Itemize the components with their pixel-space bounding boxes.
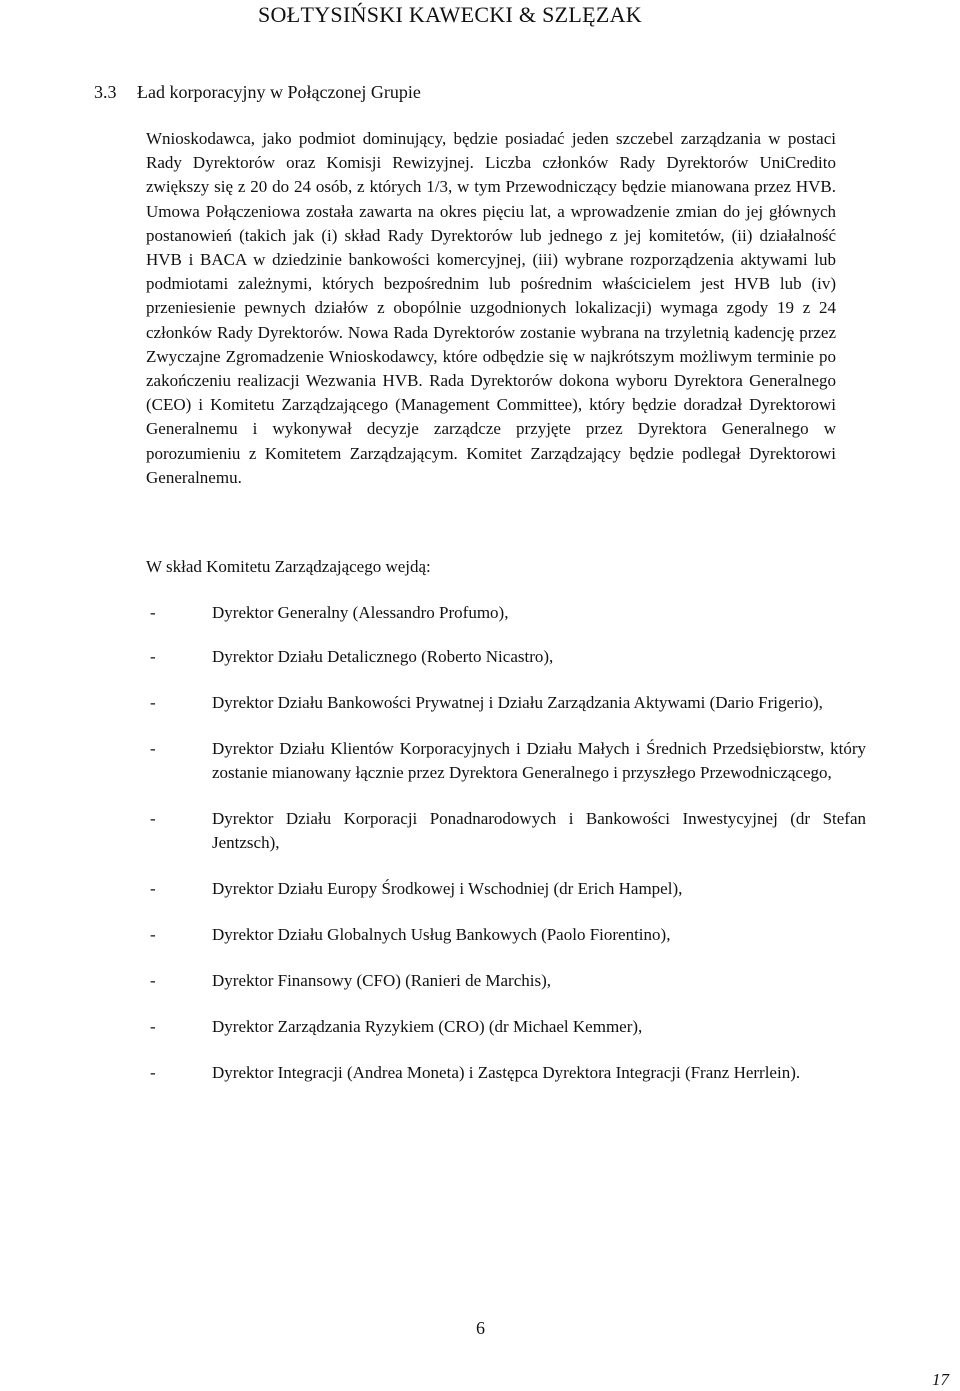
list-item bbox=[146, 1061, 866, 1085]
page-number: 6 bbox=[476, 1318, 485, 1338]
list-dash: - bbox=[150, 1063, 156, 1082]
corner-page-number: 17 bbox=[932, 1370, 949, 1389]
member-text: Dyrektor Działu Globalnych Usług Bankowych (Paolo Fiorentino), bbox=[212, 925, 671, 944]
member-text: Dyrektor Integracji (Andrea Moneta) i Zastępca Dyrektora Integracji (Franz Herrlein). bbox=[212, 1063, 801, 1082]
list-item bbox=[146, 807, 866, 855]
list-dash: - bbox=[150, 925, 156, 944]
section-heading bbox=[94, 82, 421, 103]
list-item bbox=[146, 691, 866, 715]
section-number: 3.3 bbox=[94, 82, 117, 102]
member-text: Dyrektor Zarządzania Ryzykiem (CRO) (dr Michael Kemmer), bbox=[212, 1017, 643, 1036]
list-dash: - bbox=[150, 739, 156, 758]
list-dash: - bbox=[150, 647, 156, 666]
member-text: Dyrektor Działu Bankowości Prywatnej i Działu Zarządzania Aktywami (Dario Frigerio), bbox=[212, 693, 823, 712]
member-text: Dyrektor Działu Europy Środkowej i Wschodniej (dr Erich Hampel), bbox=[212, 879, 683, 898]
list-item bbox=[146, 645, 866, 669]
list-item bbox=[146, 601, 866, 625]
list-dash: - bbox=[150, 971, 156, 990]
list-item bbox=[146, 1015, 866, 1039]
body-paragraph: Wnioskodawca, jako podmiot dominujący, będzie posiadać jeden szczebel zarządzania w postaci Rady Dyrektorów oraz Komisji Rewizyjnej. Liczba członków Rady Dyrektorów UniCredito zwiększy się z 20 do 24 osób, z których 1/3, w tym Przewodniczący będzie mianowana przez HVB. Umowa Połączeniowa została zawarta na okres pięciu lat, a wprowadzenie zmian do jej głównych postanowień (takich jak (i) skład Rady Dyrektorów lub jednego z jej komitetów, (ii) działalność HVB i BACA w dziedzinie bankowości komercyjnej, (iii) wybrane rozporządzenia aktywami lub podmiotami zależnymi, których bezpośrednim lub pośrednim właścicielem jest HVB lub (iv) przeniesienie pewnych działów z obopólnie uzgodnionych lokalizacji) wymaga zgody 19 z 24 członków Rady Dyrektorów. Nowa Rada Dyrektorów zostanie wybrana na trzyletnią kadencję przez Zwyczajne Zgromadzenie Wnioskodawcy, które odbędzie się w najkrótszym możliwym terminie po zakończeniu realizacji Wezwania HVB. Rada Dyrektorów dokona wyboru Dyrektora Generalnego (CEO) i Komitetu Zarządzającego (Management Committee), który będzie doradzał Dyrektorowi Generalnemu i wykonywał decyzje zarządcze przyjęte przez Dyrektora Generalnego w porozumieniu z Komitetem Zarządzającym. Komitet Zarządzający będzie podlegał Dyrektorowi Generalnemu. bbox=[146, 129, 836, 487]
firm-header: SOŁTYSIŃSKI KAWECKI & SZLĘZAK bbox=[258, 2, 642, 27]
list-item bbox=[146, 969, 866, 993]
member-text: Dyrektor Działu Detalicznego (Roberto Nicastro), bbox=[212, 647, 554, 666]
list-dash: - bbox=[150, 809, 156, 828]
member-text: Dyrektor Działu Klientów Korporacyjnych i Działu Małych i Średnich Przedsiębiorstw, który zostanie mianowany łącznie przez Dyrektora Generalnego i przyszłego Przewodniczącego, bbox=[212, 739, 866, 782]
committee-intro: W skład Komitetu Zarządzającego wejdą: bbox=[146, 557, 431, 576]
member-text: Dyrektor Działu Korporacji Ponadnarodowych i Bankowości Inwestycyjnej (dr Stefan Jentzsch), bbox=[212, 809, 866, 852]
list-dash: - bbox=[150, 879, 156, 898]
list-dash: - bbox=[150, 603, 156, 622]
list-dash: - bbox=[150, 693, 156, 712]
list-item bbox=[146, 877, 866, 901]
section-title: Ład korporacyjny w Połączonej Grupie bbox=[137, 82, 421, 102]
committee-list bbox=[146, 601, 866, 1085]
list-dash: - bbox=[150, 1017, 156, 1036]
list-item bbox=[146, 923, 866, 947]
member-text: Dyrektor Generalny (Alessandro Profumo), bbox=[212, 603, 509, 622]
list-item bbox=[146, 737, 866, 785]
member-text: Dyrektor Finansowy (CFO) (Ranieri de Marchis), bbox=[212, 971, 551, 990]
